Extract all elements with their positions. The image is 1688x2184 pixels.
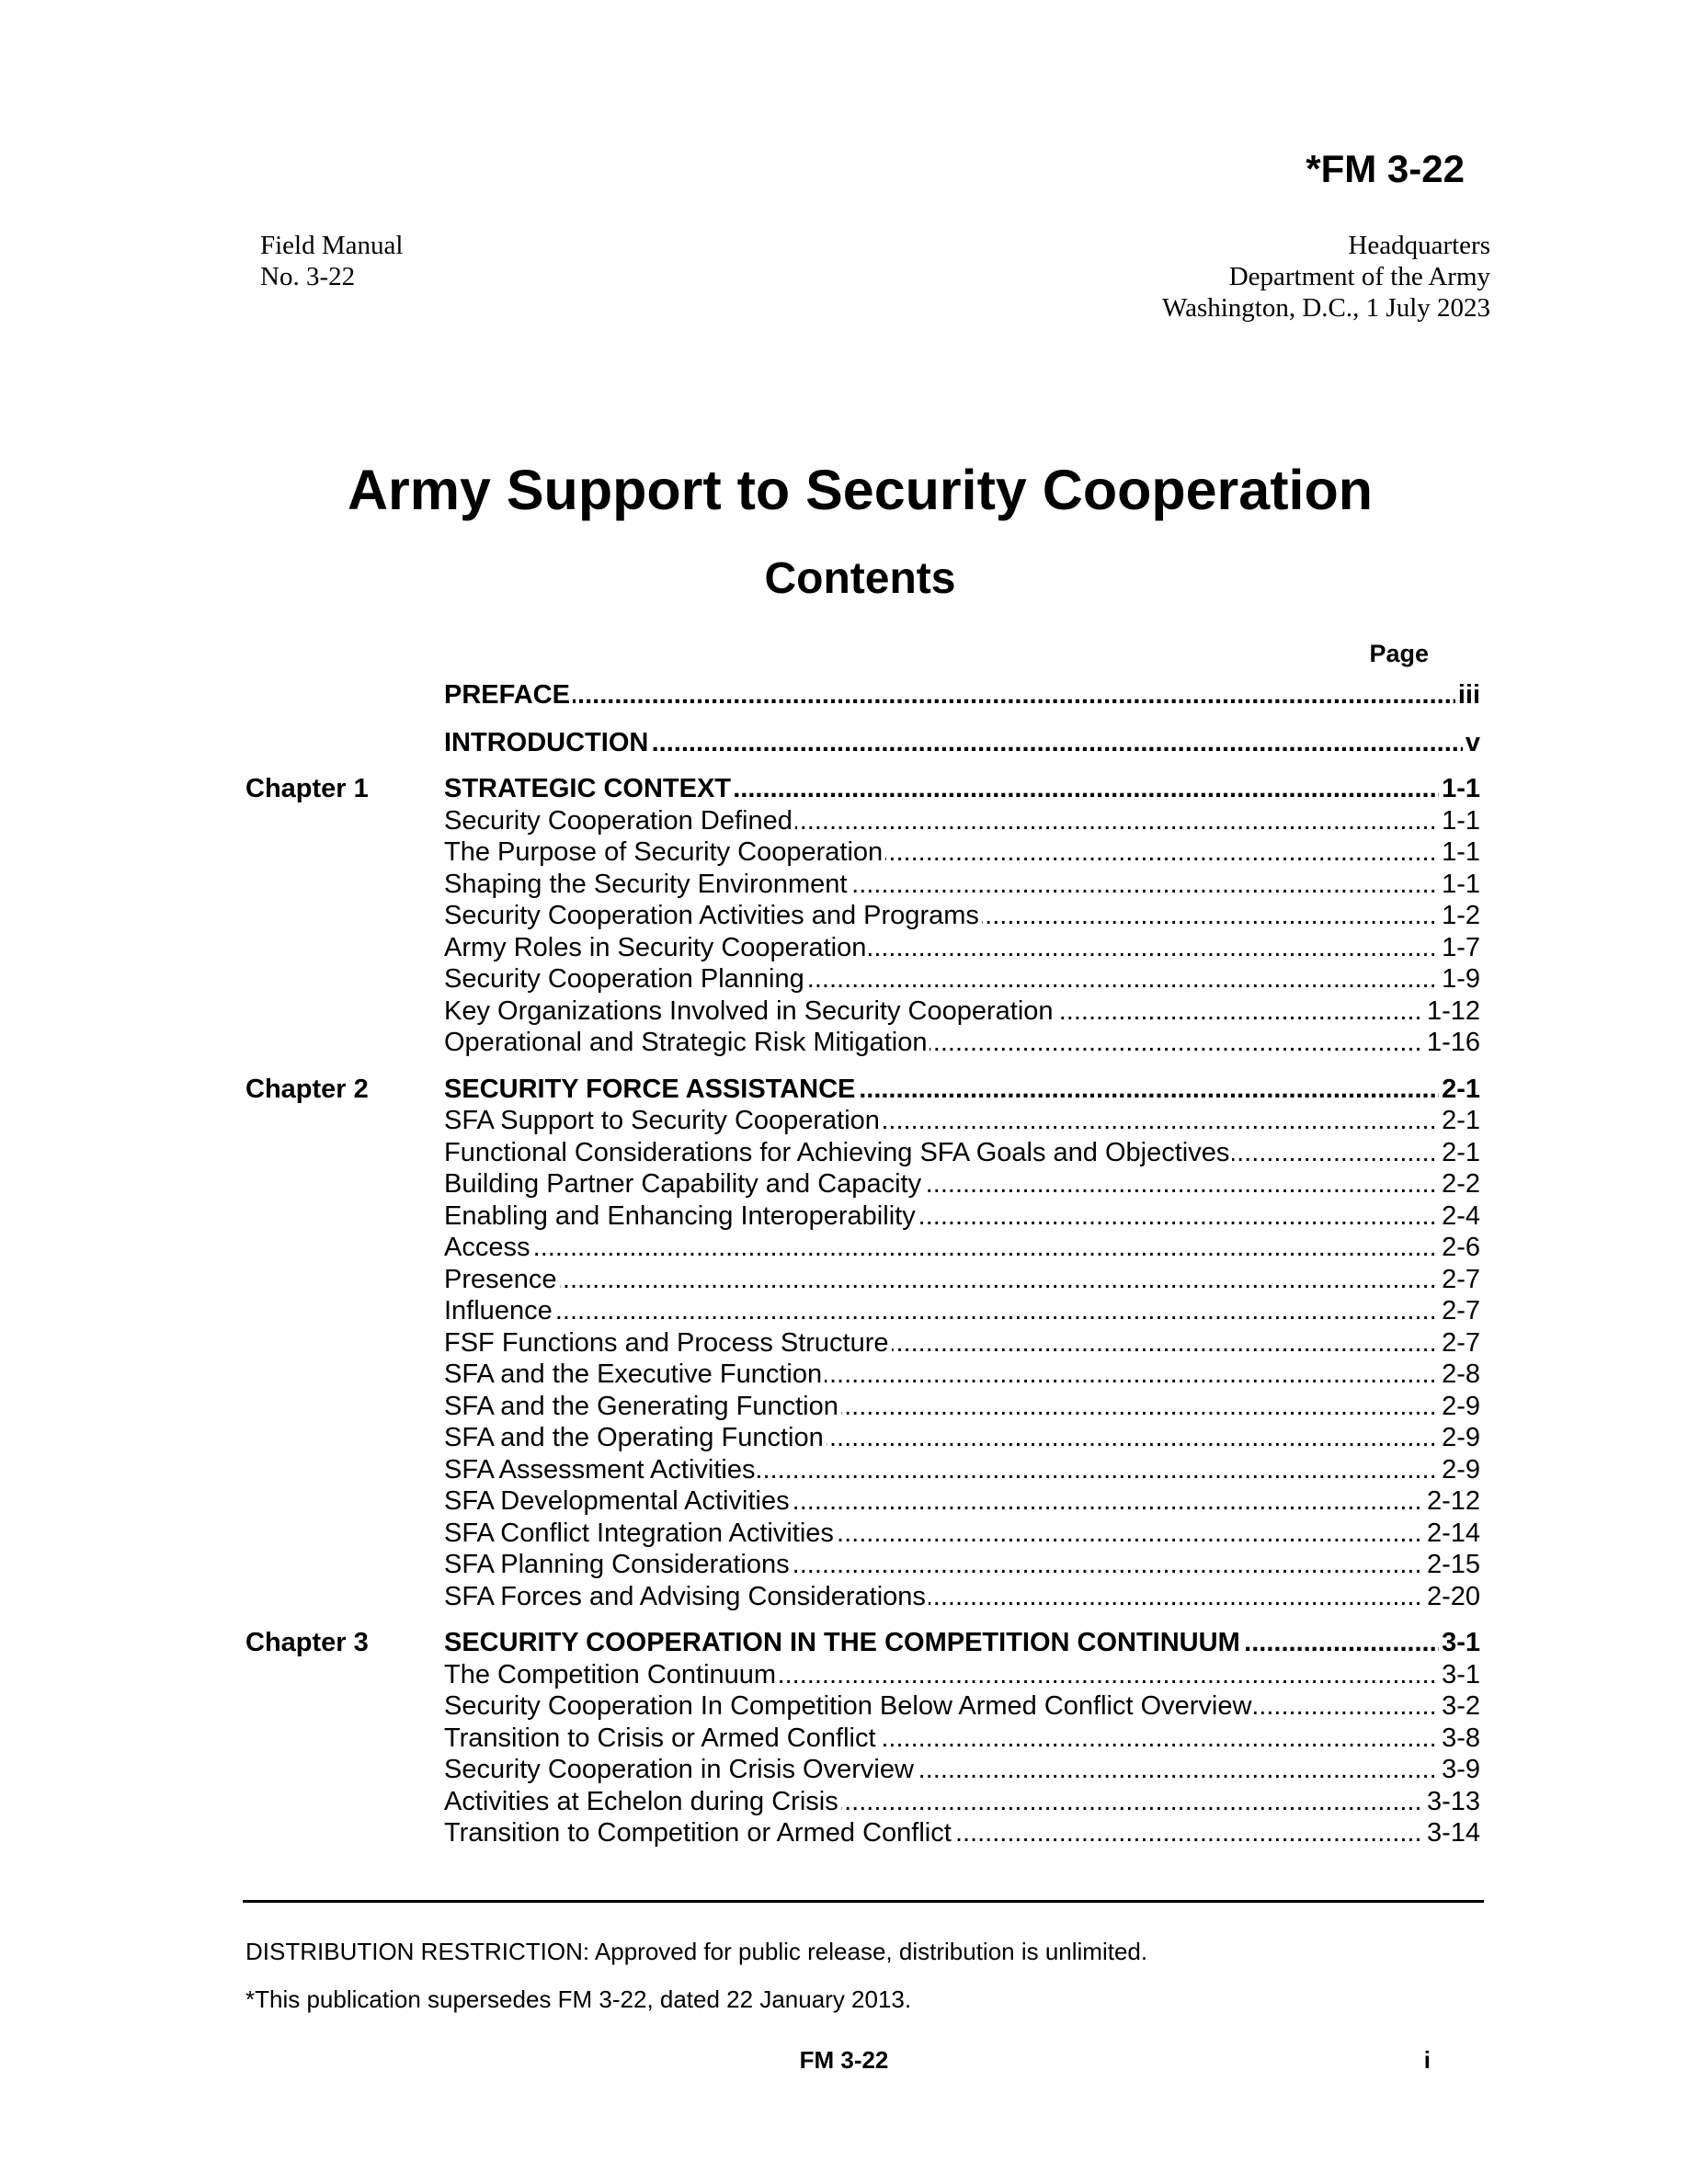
toc-entry-page: 2-1 xyxy=(1439,1105,1480,1137)
toc-entry-page: 2-15 xyxy=(1424,1549,1480,1581)
toc-entry[interactable] xyxy=(444,805,1480,837)
toc-entry-title: Presence xyxy=(444,1265,560,1294)
toc-entry-page: 1-1 xyxy=(1439,805,1480,837)
toc-entry[interactable] xyxy=(444,1137,1480,1169)
toc-entry-page: 1-2 xyxy=(1439,900,1480,932)
toc-chapter-2 xyxy=(0,1074,1688,1613)
document-id: *FM 3-22 xyxy=(1306,147,1465,190)
toc-entry[interactable] xyxy=(444,995,1480,1028)
toc-entry[interactable] xyxy=(444,932,1480,964)
toc-entry-page: 1-1 xyxy=(1439,869,1480,901)
toc-entry[interactable] xyxy=(444,900,1480,932)
toc-entry-title: Security Cooperation Planning xyxy=(444,964,807,994)
toc-entry-page: 3-1 xyxy=(1439,1659,1480,1691)
chapter-label: Chapter 2 xyxy=(245,1074,369,1104)
toc-entry-title: The Purpose of Security Cooperation xyxy=(444,837,885,867)
toc-entry[interactable] xyxy=(444,1359,1480,1391)
toc-entry-title: FSF Functions and Process Structure xyxy=(444,1328,892,1358)
toc-entry-page: v xyxy=(1463,727,1480,759)
toc-entry-title: INTRODUCTION xyxy=(444,728,651,757)
toc-entry-introduction[interactable] xyxy=(444,727,1480,759)
toc-entry[interactable] xyxy=(444,1105,1480,1137)
chapter-label: Chapter 1 xyxy=(245,774,369,803)
toc-entry-title: Shaping the Security Environment xyxy=(444,870,850,899)
toc-entry-title: STRATEGIC CONTEXT xyxy=(444,774,734,803)
toc-entry-title: Security Cooperation Activities and Programs xyxy=(444,901,982,930)
toc-entry[interactable] xyxy=(444,1581,1480,1613)
toc-entry[interactable] xyxy=(444,836,1480,869)
toc-entry-page: 3-13 xyxy=(1424,1786,1480,1818)
toc-entry-title: Activities at Echelon during Crisis xyxy=(444,1787,841,1816)
toc-entry-page: 2-7 xyxy=(1439,1264,1480,1296)
toc-entry-title: SFA Assessment Activities xyxy=(444,1455,758,1484)
toc-entry[interactable] xyxy=(444,1295,1480,1327)
field-manual-number: No. 3-22 xyxy=(260,262,356,291)
toc-entry-title: Army Roles in Security Cooperation xyxy=(444,933,869,962)
toc-entry[interactable] xyxy=(444,1549,1480,1581)
toc-entry-page: 2-9 xyxy=(1439,1391,1480,1423)
toc-entry-title: Functional Considerations for Achieving SFA Goals and Objectives xyxy=(444,1138,1232,1167)
toc-entry-title: SFA and the Executive Function xyxy=(444,1359,825,1389)
toc-entry[interactable] xyxy=(444,1200,1480,1233)
chapter-label: Chapter 3 xyxy=(245,1628,369,1657)
field-manual-label: Field Manual xyxy=(260,231,404,260)
toc-entry-title: Access xyxy=(444,1233,532,1262)
toc-entry-title: Transition to Competition or Armed Conflict xyxy=(444,1818,954,1848)
page-column-label: Page xyxy=(1369,640,1429,667)
toc-entry-page: 2-7 xyxy=(1439,1295,1480,1327)
toc-entry-page: 2-12 xyxy=(1424,1485,1480,1518)
toc-chapter-heading[interactable] xyxy=(444,1627,1480,1659)
department-label: Department of the Army xyxy=(1228,262,1490,291)
toc-entry-title: SFA Developmental Activities xyxy=(444,1486,793,1516)
toc-entry-title: SFA Support to Security Cooperation xyxy=(444,1106,883,1135)
toc-entry[interactable] xyxy=(444,1690,1480,1723)
toc-entry-title: Transition to Crisis or Armed Conflict xyxy=(444,1723,879,1753)
footer-page-number: i xyxy=(1423,2046,1431,2074)
toc-entry-page: 1-9 xyxy=(1439,963,1480,995)
toc-entry-page: 2-4 xyxy=(1439,1200,1480,1233)
toc-entry-title: The Competition Continuum xyxy=(444,1660,779,1689)
toc-entry[interactable] xyxy=(444,1518,1480,1550)
document-title: Army Support to Security Cooperation xyxy=(347,459,1374,521)
toc-entry-page: 2-8 xyxy=(1439,1359,1480,1391)
toc-entry-title: SECURITY FORCE ASSISTANCE xyxy=(444,1075,858,1104)
toc-entry[interactable] xyxy=(444,1027,1480,1059)
toc-entry-page: 3-2 xyxy=(1439,1690,1480,1723)
toc-entry-title: SFA and the Generating Function xyxy=(444,1392,841,1421)
toc-entry-page: 2-14 xyxy=(1424,1518,1480,1550)
field-manual-block xyxy=(260,230,403,292)
toc-entry-title: PREFACE xyxy=(444,680,573,710)
toc-entry-title: SFA Conflict Integration Activities xyxy=(444,1519,837,1548)
toc-entry[interactable] xyxy=(444,1232,1480,1264)
toc-entry-page: 2-1 xyxy=(1439,1137,1480,1169)
toc-entry[interactable] xyxy=(444,1485,1480,1518)
toc-entry-title: SFA Forces and Advising Considerations xyxy=(444,1582,929,1611)
toc-entry[interactable] xyxy=(444,1391,1480,1423)
toc-entry-page: iii xyxy=(1455,679,1480,711)
toc-entry-page: 2-6 xyxy=(1439,1232,1480,1264)
toc-entry-page: 2-7 xyxy=(1439,1327,1480,1359)
toc-entry-page: 2-1 xyxy=(1439,1074,1480,1106)
toc-entry-page: 3-8 xyxy=(1439,1723,1480,1755)
toc-entry-page: 3-9 xyxy=(1439,1754,1480,1786)
toc-entry[interactable] xyxy=(444,1659,1480,1691)
distribution-restriction: DISTRIBUTION RESTRICTION: Approved for public release, distribution is unlimited. xyxy=(245,1938,1148,1965)
footer-rule xyxy=(243,1900,1484,1903)
toc-entry-page: 1-16 xyxy=(1424,1027,1480,1059)
headquarters-block xyxy=(1162,230,1490,324)
toc-entry-page: 1-12 xyxy=(1424,995,1480,1028)
toc-entry-page: 1-7 xyxy=(1439,932,1480,964)
toc-entry-page: 1-1 xyxy=(1439,773,1480,805)
toc-chapter-heading[interactable] xyxy=(444,773,1480,805)
table-of-contents xyxy=(0,679,1688,1849)
location-date: Washington, D.C., 1 July 2023 xyxy=(1162,293,1490,323)
toc-entry-page: 3-14 xyxy=(1424,1817,1480,1849)
toc-entry-preface[interactable] xyxy=(444,679,1480,711)
toc-entry-title: Enabling and Enhancing Interoperability xyxy=(444,1201,918,1231)
toc-entry-page: 1-1 xyxy=(1439,836,1480,869)
toc-entry[interactable] xyxy=(444,1723,1480,1755)
toc-entry-title: Key Organizations Involved in Security Cooperation xyxy=(444,996,1056,1026)
toc-entry[interactable] xyxy=(444,869,1480,901)
supersedes-note: *This publication supersedes FM 3-22, dated 22 January 2013. xyxy=(245,1985,912,2013)
toc-entry-title: Operational and Strategic Risk Mitigation xyxy=(444,1028,930,1057)
toc-entry-page: 3-1 xyxy=(1439,1627,1480,1659)
toc-entry-title: Influence xyxy=(444,1296,555,1325)
toc-chapter-1 xyxy=(0,773,1688,1059)
toc-entry-title: Security Cooperation Defined xyxy=(444,806,795,836)
contents-heading: Contents xyxy=(764,554,956,603)
toc-entry[interactable] xyxy=(444,1264,1480,1296)
toc-entry-page: 2-9 xyxy=(1439,1454,1480,1486)
toc-entry-title: Building Partner Capability and Capacity xyxy=(444,1169,924,1199)
toc-entry-title: Security Cooperation In Competition Below Armed Conflict Overview xyxy=(444,1691,1254,1721)
toc-entry[interactable] xyxy=(444,1422,1480,1454)
toc-chapter-heading[interactable] xyxy=(444,1074,1480,1106)
toc-entry[interactable] xyxy=(444,1168,1480,1200)
toc-entry[interactable] xyxy=(444,1817,1480,1849)
toc-entry-title: Security Cooperation in Crisis Overview xyxy=(444,1755,917,1784)
toc-entry-page: 2-2 xyxy=(1439,1168,1480,1200)
toc-entry[interactable] xyxy=(444,1454,1480,1486)
toc-entry-title: SECURITY COOPERATION IN THE COMPETITION CONTINUUM xyxy=(444,1628,1243,1657)
toc-chapter-3 xyxy=(0,1627,1688,1849)
footer-document-id: FM 3-22 xyxy=(799,2046,889,2074)
toc-entry-page: 2-20 xyxy=(1424,1581,1480,1613)
headquarters-label: Headquarters xyxy=(1348,231,1490,260)
toc-entry[interactable] xyxy=(444,1327,1480,1359)
toc-entry-page: 2-9 xyxy=(1439,1422,1480,1454)
toc-entry[interactable] xyxy=(444,1786,1480,1818)
toc-entry[interactable] xyxy=(444,963,1480,995)
toc-entry[interactable] xyxy=(444,1754,1480,1786)
toc-entry-title: SFA Planning Considerations xyxy=(444,1550,793,1579)
toc-entry-title: SFA and the Operating Function xyxy=(444,1423,827,1452)
